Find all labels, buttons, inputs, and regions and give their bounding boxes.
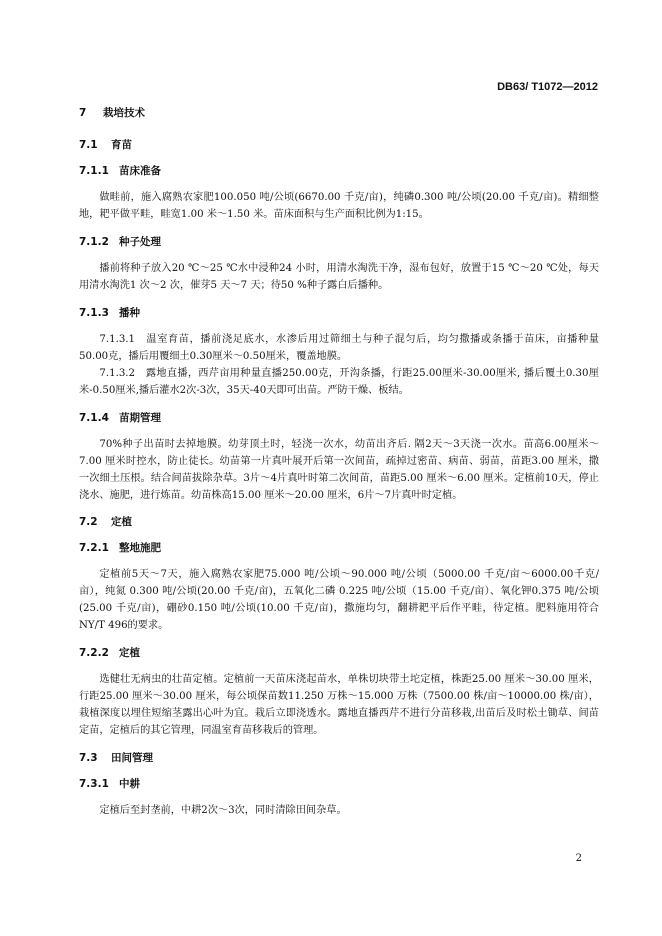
section-number: 7.2 <box>79 516 98 528</box>
section-title: 田间管理 <box>111 752 153 764</box>
paragraph-7-2-1: 定植前5天～7天，施入腐熟农家肥75.000 吨/公顷～90.000 吨/公顷（5000.00 千克/亩～6000.00千克/亩），纯氮 0.300 吨/公顷(20.00 千克/亩)，五氧化二磷 0.225 吨/公顷（15.00 千克/亩）、氧化钾0.375 吨/公顷(25.00 千克/亩)，硼砂0.150 吨/公顷(10.00 千克/亩)，撒施均匀，翻耕耙平后作平畦，待定植。肥料施用符合NY/T 496的要求。 <box>79 569 599 631</box>
page-number: 2 <box>575 853 582 864</box>
section-title: 定植 <box>119 647 140 659</box>
document-body <box>79 105 599 819</box>
paragraph-7-1-3-2: 7.1.3.2 露地直播，西芹亩用种量直播250.00克，开沟条播，行距25.00厘米-30.00厘米, 播后覆土0.30厘米-0.50厘米,播后灌水2次-3次，35天-40天即可出苗。严防干燥、板结。 <box>79 368 599 396</box>
section-number: 7.1.2 <box>79 236 109 248</box>
section-number: 7.1.1 <box>79 165 109 177</box>
section-number: 7.2.1 <box>79 542 109 554</box>
document-code: DB63/ T1072—2012 <box>497 81 598 93</box>
paragraph-7-3-1: 定植后至封垄前，中耕2次～3次，同时清除田间杂草。 <box>99 805 347 816</box>
section-7-2-heading <box>79 514 599 530</box>
section-7-2-2-heading <box>79 645 599 661</box>
paragraph-7-2-2: 选健壮无病虫的壮苗定植。定植前一天苗床浇起苗水，单株切块带土坨定植，株距25.00 厘米～30.00 厘米，行距25.00 厘米～30.00 厘米，每公顷保苗数11.250 万株～15.000 万株（7500.00 株/亩～10000.00 株/亩），栽植深度以埋住短缩茎露出心叶为宜。栽后立即浇透水。露地直播西芹不进行分苗移栽,出苗后及时松土锄草、间苗定苗，定植后的其它管理，同温室育苗移栽后的管理。 <box>79 674 599 736</box>
section-title: 中耕 <box>119 778 140 790</box>
section-number: 7 <box>79 107 87 119</box>
section-number: 7.1.3 <box>79 307 109 319</box>
section-number: 7.2.2 <box>79 647 109 659</box>
section-title: 苗期管理 <box>119 412 161 424</box>
section-title: 苗床准备 <box>119 165 161 177</box>
section-title: 整地施肥 <box>119 542 161 554</box>
section-7-1-2-heading <box>79 234 599 250</box>
section-number: 7.1.4 <box>79 412 109 424</box>
section-title: 育苗 <box>111 139 132 151</box>
paragraph-7-1-3-1: 7.1.3.1 温室育苗，播前浇足底水，水渗后用过筛细土与种子混匀后，均匀撒播或条播于苗床，亩播种量50.00克，播后用覆细土0.30厘米～0.50厘米，覆盖地膜。 <box>79 334 599 362</box>
section-7-1-1-heading <box>79 163 599 179</box>
section-title: 种子处理 <box>119 236 161 248</box>
section-7-1-4-heading <box>79 410 599 426</box>
section-7-3-heading <box>79 750 599 766</box>
section-7-1-3-heading <box>79 305 599 321</box>
section-7-2-1-heading <box>79 540 599 556</box>
section-title: 定植 <box>111 516 132 528</box>
section-number: 7.1 <box>79 139 98 151</box>
section-7-heading <box>79 105 599 121</box>
section-7-3-1-heading <box>79 776 599 792</box>
paragraph-7-1-4: 70%种子出苗时去掉地膜。幼芽顶土时，轻浇一次水，幼苗出齐后. 隔2天～3天浇一次水。苗高6.00厘米～7.00 厘米时控水，防止徒长。幼苗第一片真叶展开后第一次间苗，疏掉过密苗、病苗、弱苗，苗距3.00 厘米，撒一次细土压根。结合间苗拔除杂草。3片～4片真叶时第二次间苗，苗距5.00 厘米～6.00 厘米。定植前10天，停止浇水、施肥，进行炼苗。幼苗株高15.00 厘米～20.00 厘米，6片～7片真叶时定植。 <box>79 439 599 501</box>
paragraph-7-1-1: 做畦前，施入腐熟农家肥100.050 吨/公顷(6670.00 千克/亩)，纯磷0.300 吨/公顷(20.00 千克/亩)。精细整地，耙平做平畦，畦宽1.00 米～1.50 米。苗床面积与生产面积比例为1:15。 <box>79 192 599 220</box>
section-title: 栽培技术 <box>103 107 145 119</box>
paragraph-7-1-2: 播前将种子放入20 ℃～25 ℃水中浸种24 小时，用清水淘洗干净，湿布包好，放置于15 ℃～20 ℃处，每天用清水淘洗1 次～2 次，催芽5 天～7 天；待50 %种子露白后播种。 <box>79 263 599 291</box>
section-number: 7.3 <box>79 752 98 764</box>
section-number: 7.3.1 <box>79 778 109 790</box>
section-7-1-heading <box>79 137 599 153</box>
section-title: 播种 <box>119 307 140 319</box>
